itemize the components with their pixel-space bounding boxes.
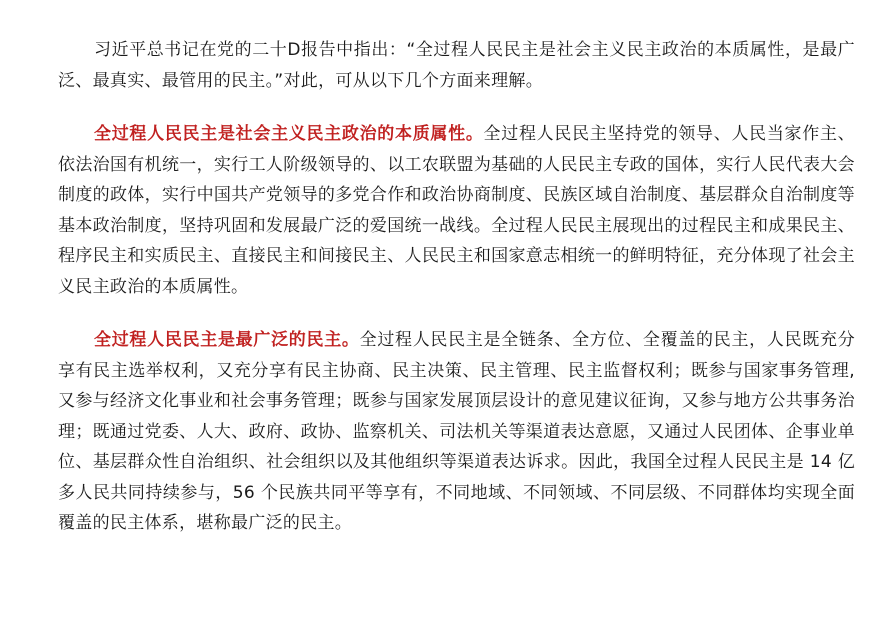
section-heading-essence: 全过程人民民主是社会主义民主政治的本质属性。 [94,124,484,144]
section-paragraph-broadest [58,325,855,539]
section-body-essence: 全过程人民民主坚持党的领导、人民当家作主、依法治国有机统一，实行工人阶级领导的、以工农联盟为基础的人民民主专政的国体，实行人民代表大会制度的政体，实行中国共产党领导的多党合作和政治协商制度、民族区域自治制度、基层群众自治制度等基本政治制度，坚持巩固和发展最广泛的爱国统一战线。全过程人民民主展现出的过程民主和成果民主、程序民主和实质民主、直接民主和间接民主、人民民主和国家意志相统一的鲜明特征，充分体现了社会主义民主政治的本质属性。 [58,124,855,297]
intro-text: 习近平总书记在党的二十D报告中指出：“全过程人民民主是社会主义民主政治的本质属性，是最广泛、最真实、最管用的民主。”对此，可从以下几个方面来理解。 [58,40,855,91]
section-heading-broadest: 全过程人民民主是最广泛的民主。 [94,330,360,350]
section-paragraph-essence [58,119,855,302]
intro-paragraph [58,35,855,96]
section-body-broadest: 全过程人民民主是全链条、全方位、全覆盖的民主，人民既充分享有民主选举权利，又充分享有民主协商、民主决策、民主管理、民主监督权利；既参与国家事务管理,又参与经济文化事业和社会事务管理；既参与国家发展顶层设计的意见建议征询，又参与地方公共事务治理；既通过党委、人大、政府、政协、监察机关、司法机关等渠道表达意愿，又通过人民团体、企事业单位、基层群众性自治组织、社会组织以及其他组织等渠道表达诉求。因此，我国全过程人民民主是 14 亿多人民共同持续参与，56 个民族共同平等享有，不同地域、不同领域、不同层级、不同群体均实现全面覆盖的民主体系，堪称最广泛的民主。 [58,330,855,533]
